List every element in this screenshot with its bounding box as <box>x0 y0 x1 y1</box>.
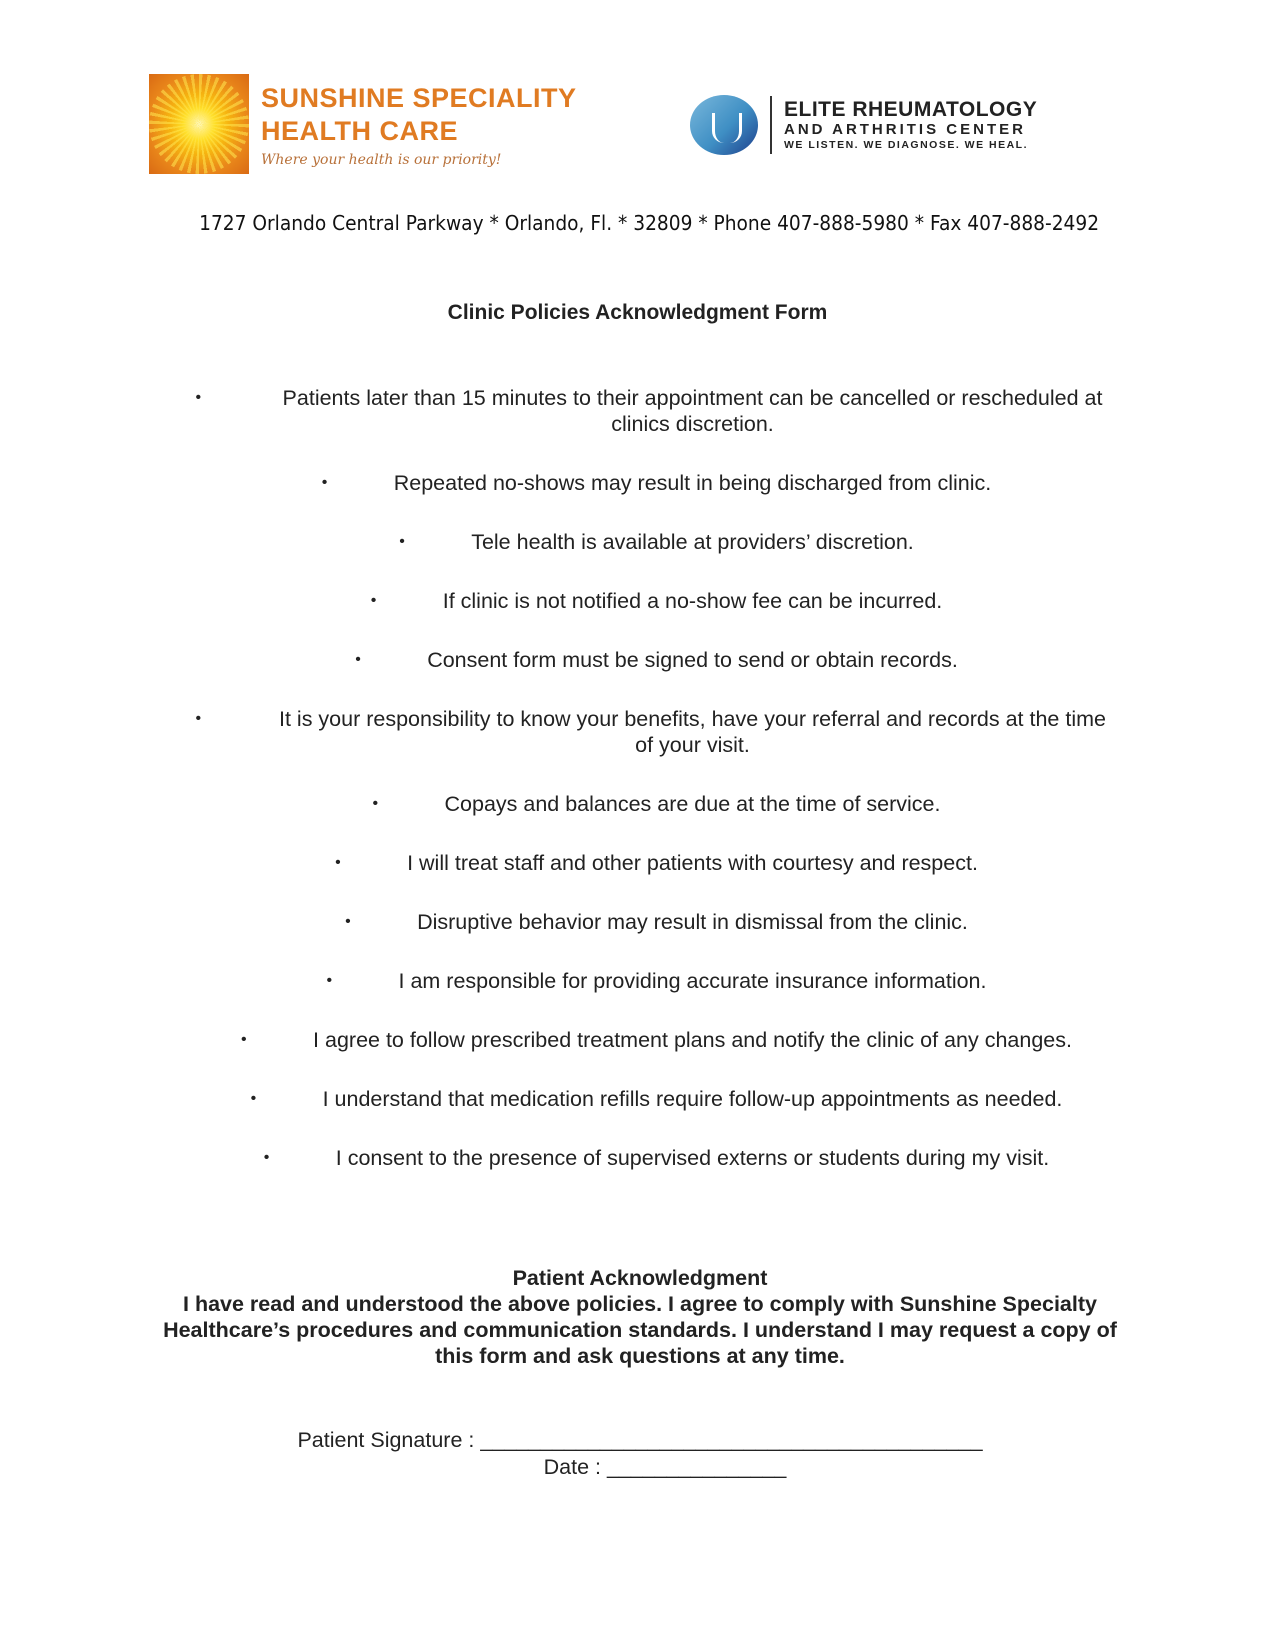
logo-name-line2: HEALTH CARE <box>261 116 458 146</box>
policy-text: Tele health is available at providers’ discretion. <box>471 530 914 554</box>
policy-text: I will treat staff and other patients with courtesy and respect. <box>407 851 978 875</box>
bullet-icon: • <box>335 854 341 871</box>
bullet-icon: • <box>263 1149 270 1166</box>
patient-acknowledgment <box>160 1265 1120 1369</box>
policy-item-content <box>263 1145 1050 1171</box>
acknowledgment-heading: Patient Acknowledgment <box>512 1266 768 1290</box>
elite-name-line2: AND ARTHRITIS CENTER <box>784 121 1026 138</box>
bullet-icon: • <box>195 710 202 727</box>
policy-text: It is your responsibility to know your benefits, have your referral and records at the time of your visit. <box>279 707 1106 757</box>
bullet-icon: • <box>326 972 333 989</box>
policy-text: Disruptive behavior may result in dismissal from the clinic. <box>417 910 968 934</box>
bullet-icon: • <box>321 474 328 491</box>
policy-text: Consent form must be signed to send or obtain records. <box>427 648 958 672</box>
signature-block <box>0 1427 1275 1481</box>
policy-item-content <box>370 588 943 614</box>
bullet-icon: • <box>355 651 361 668</box>
policy-item-content <box>399 529 914 555</box>
policy-item-content <box>345 909 968 935</box>
bullet-icon: • <box>250 1090 257 1107</box>
policy-item-content <box>326 968 987 994</box>
policy-item <box>110 470 1275 496</box>
policy-text: Patients later than 15 minutes to their appointment can be cancelled or rescheduled at clinics discretion. <box>282 386 1103 436</box>
policy-item <box>110 850 1275 876</box>
policy-item-content <box>372 791 941 817</box>
bullet-icon: • <box>241 1031 247 1048</box>
policy-item-content <box>195 706 1118 758</box>
policy-text: Copays and balances are due at the time of service. <box>444 792 941 816</box>
policy-item-content <box>250 1086 1063 1112</box>
policy-text: If clinic is not notified a no-show fee can be incurred. <box>442 589 943 613</box>
policy-item <box>110 968 1275 994</box>
acknowledgment-text: I have read and understood the above policies. I agree to comply with Sunshine Specialty Healthcare’s procedures and communication standards. I understand I may request a copy of this form and ask questions at any time. <box>163 1292 1117 1368</box>
policy-item <box>110 909 1275 935</box>
patient-signature-label: Patient Signature : <box>297 1428 481 1452</box>
policy-list <box>110 385 1275 1204</box>
patient-signature-field[interactable] <box>0 1427 1275 1454</box>
page-title: Clinic Policies Acknowledgment Form <box>447 301 828 324</box>
policy-item-content <box>195 385 1118 437</box>
bullet-icon: • <box>372 795 379 812</box>
policy-item-content <box>335 850 978 876</box>
policy-item <box>110 647 1275 673</box>
bullet-icon: • <box>399 533 405 550</box>
sun-icon <box>149 74 249 174</box>
clinic-address: 1727 Orlando Central Parkway * Orlando, Fl. * 32809 * Phone 407-888-5980 * Fax 407-888-2492 <box>199 211 1100 235</box>
patient-signature-line[interactable]: __________________________________________ <box>480 1428 983 1452</box>
policy-item <box>110 529 1275 555</box>
bullet-icon: • <box>195 389 202 406</box>
logo-name-line1: SUNSHINE SPECIALITY <box>261 83 577 113</box>
policy-item <box>110 1086 1275 1112</box>
people-globe-icon <box>690 95 758 155</box>
policy-text: I am responsible for providing accurate insurance information. <box>398 969 987 993</box>
logo-tagline: Where your health is our priority! <box>261 152 502 168</box>
logo-divider <box>770 96 772 154</box>
policy-item-content <box>241 1027 1072 1053</box>
elite-name-line1: ELITE RHEUMATOLOGY <box>784 98 1038 121</box>
policy-text: I agree to follow prescribed treatment plans and notify the clinic of any changes. <box>313 1028 1072 1052</box>
policy-text: I understand that medication refills require follow-up appointments as needed. <box>322 1087 1063 1111</box>
policy-item <box>110 588 1275 614</box>
policy-item <box>110 1145 1275 1171</box>
policy-item-content <box>355 647 958 673</box>
date-field[interactable] <box>0 1454 1275 1481</box>
date-line[interactable]: _______________ <box>606 1455 787 1479</box>
bullet-icon: • <box>370 592 377 609</box>
elite-logo <box>690 95 1037 155</box>
policy-item <box>110 1027 1275 1053</box>
policy-text: Repeated no-shows may result in being discharged from clinic. <box>393 471 992 495</box>
policy-item <box>110 791 1275 817</box>
policy-item-content <box>321 470 992 496</box>
policy-item <box>110 385 1275 437</box>
policy-item <box>110 706 1275 758</box>
policy-text: I consent to the presence of supervised externs or students during my visit. <box>335 1146 1050 1170</box>
sunshine-logo <box>149 74 629 174</box>
date-label: Date : <box>543 1455 607 1479</box>
bullet-icon: • <box>345 913 351 930</box>
elite-tagline: WE LISTEN. WE DIAGNOSE. WE HEAL. <box>784 139 1029 151</box>
